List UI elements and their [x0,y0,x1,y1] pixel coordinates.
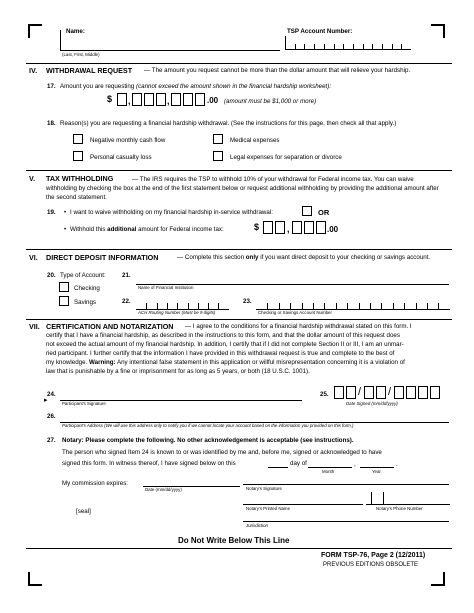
section-desc: — The IRS requires the TSP to withhold 10% of your withdrawal for Federal income tax. You can waive withholding by checking the box at the end of the first statement below or request additional withholding by providing the additional amount after the second statement. [46,176,439,201]
name-field[interactable] [60,50,280,51]
cert-line: — I agree to the conditions for a financial hardship withdrawal stated on this form. I [185,323,412,330]
checking-checkbox[interactable] [59,282,69,292]
do-not-write-heading: Do Not Write Below This Line [178,536,290,545]
digit-divider [313,303,314,309]
digit-divider [372,44,373,50]
section-title: CERTIFICATION AND NOTARIZATION [46,322,174,331]
field-sub: Notary's Phone Number [376,506,423,511]
item-number: 22. [122,298,131,305]
dollar-sign: $ [254,222,260,232]
digit-divider [324,303,325,309]
date-box-7[interactable] [418,386,428,399]
field-sub: Notary's Printed Name [246,506,291,511]
comma: , [167,96,170,106]
dollar-sign: $ [107,94,113,104]
withhold-box-1[interactable] [263,221,273,234]
amount-note: (amount must be $1,000 or more) [224,98,317,105]
notary-line: The person who signed Item 24 is known to or was identified by me and, before me, signed or acknowledged to have [62,449,382,456]
item-number: 24. [47,391,56,398]
field-sub: ACH Routing Number (Must be 9 digits) [138,310,216,315]
type-label: Type of Account: [60,272,106,279]
digit-divider [314,44,315,50]
digit-divider [404,303,405,309]
corner-mark-top-left [28,24,42,38]
date-box-8[interactable] [430,386,440,399]
item-number: 18. [47,120,56,127]
amount-box-7[interactable] [195,93,205,106]
digit-divider [267,303,268,309]
digit-divider [343,44,344,50]
waive-text: I want to waive withholding on my financial hardship in-service withdrawal: [70,209,273,216]
field-sub: Jurisdiction [246,523,268,528]
item-number: 27. [47,437,56,444]
year-label: Year [372,469,381,474]
withhold-box-2[interactable] [275,221,285,234]
withhold-box-3[interactable] [292,221,302,234]
digit-divider [393,303,394,309]
or-label: OR [318,208,330,217]
digit-divider [302,303,303,309]
amount-box-3[interactable] [144,93,154,106]
digit-divider [427,303,428,309]
name-label: Name: [66,28,85,35]
cert-line: not exceed the actual amount of my financial hardship. In addition, I certify that if I did not complete Section II or III, I am an unmar- [46,341,404,348]
field-sub: Notary's Signature [246,486,282,491]
digit-divider [198,303,199,309]
amount-box-4[interactable] [156,93,166,106]
date-slash: / [388,386,392,398]
bullet: • [64,226,67,233]
corner-mark-bottom-right [431,572,445,586]
cents: .00 [207,96,219,105]
field-sub: Participant's Address (We will use this address only to notify you if we cannot locate your account based on the information you provided on this form.) [62,423,354,428]
field-sub: Date Signed (mm/dd/yyyy) [346,401,398,406]
savings-checkbox[interactable] [59,296,69,306]
commission-label: My commission expires: [62,480,129,487]
reason-checkbox-legal[interactable] [213,151,223,161]
digit-divider [363,44,364,50]
field-sub: Name of Financial Institution [138,285,194,290]
notary-comma: , [354,461,356,468]
item-number: 21. [122,272,131,279]
digit-divider [336,303,337,309]
item-number: 26. [47,413,56,420]
digit-divider [146,303,147,309]
item-number: 23. [243,298,252,305]
date-box-4[interactable] [376,386,386,399]
digit-divider [290,303,291,309]
date-slash: / [358,386,362,398]
notary-signature-field[interactable] [243,484,449,485]
withhold-text: Withhold this additional amount for Federal income tax: [70,226,224,233]
digit-divider [279,303,280,309]
name-sub: (Last, First, Middle) [62,52,100,57]
digit-divider [416,303,417,309]
notary-printed-name-field[interactable] [243,504,363,505]
section-title: TAX WITHHOLDING [46,174,114,183]
reason-label: Personal casualty loss [90,154,152,161]
section-number: V. [29,174,36,183]
sign-arrow: ▸ [44,397,48,404]
digit-divider [188,303,189,309]
field-sub: Date (mm/dd/yyyy) [145,487,182,492]
item-number: 19. [47,209,56,216]
section-title: DIRECT DEPOSIT INFORMATION [46,253,159,262]
digit-divider [295,44,296,50]
notary-day-field[interactable] [268,467,288,468]
cert-line: law that is punishable by a fine or imprisonment for as long as 5 years, or both (18 U.S.C. 1001). [46,368,310,375]
corner-mark-bottom-left [28,572,42,586]
digit-divider [401,44,402,50]
seal-label: [seal] [76,508,91,515]
notary-year-field[interactable] [360,467,394,468]
digit-divider [370,303,371,309]
reason-label: Legal expenses for separation or divorce [230,154,342,161]
date-box-5[interactable] [394,386,404,399]
digit-divider [157,303,158,309]
q18-text: Reason(s) you are requesting a financial hardship withdrawal. (See the instructions for this page, then check all that apply.) [60,120,397,127]
withhold-box-4[interactable] [304,221,314,234]
field-sub: Participant's Signature [62,401,106,406]
month-label: Month [322,469,335,474]
comma: , [287,224,290,234]
digit-divider [218,303,219,309]
tsp-account-label: TSP Account Number: [287,28,353,35]
item-number: 17. [47,83,56,90]
digit-divider [353,44,354,50]
notary-phone-field[interactable] [366,504,450,505]
cert-line-warning: my knowledge. Warning: Any intentional false statement in this application or willful misrepresentation concerning it is a violation of [46,359,405,366]
section-number: IV. [29,66,38,75]
date-box-6[interactable] [406,386,416,399]
comma: , [128,96,131,106]
section-number: VII. [29,322,40,331]
date-box-3[interactable] [364,386,374,399]
digit-divider [347,303,348,309]
section-desc: — Complete this section only if you want direct deposit to your checking or savings account. [177,254,431,261]
cert-line: ried participant. I further certify that the information I have provided in this withdrawal request is true and complete to the best of [46,350,395,357]
digit-divider [167,303,168,309]
notary-month-field[interactable] [308,467,352,468]
amount-box-5[interactable] [171,93,181,106]
reason-checkbox-casualty[interactable] [73,151,83,161]
digit-divider [381,303,382,309]
section-title: WITHDRAWAL REQUEST [46,66,133,75]
q17-text: Amount you are requesting (cannot exceed the amount shown in the financial hardship worksheet): [60,83,332,90]
digit-divider [334,44,335,50]
item-number: 25. [320,391,329,398]
digit-divider [177,303,178,309]
reason-checkbox-medical[interactable] [213,134,223,144]
cents: .00 [327,225,339,234]
notary-line: signed this form. In witness thereof, I have signed below on this [62,460,236,467]
digit-divider [438,303,439,309]
cert-line: certify that I have a financial hardship, as described in the instructions to this form, and that the dollar amount of this request does [46,332,400,339]
phone-area-box[interactable] [371,492,384,504]
section-desc: — The amount you request cannot be more than the dollar amount that will relieve your hardship. [144,67,411,74]
digit-divider [324,44,325,50]
amount-box-2[interactable] [132,93,142,106]
field-sub: Checking or Savings Account Number [258,310,332,315]
notary-day-of: day of [290,460,307,467]
period: . [396,461,398,468]
amount-box-6[interactable] [183,93,193,106]
item-number: 20. [47,272,56,279]
corner-mark-top-right [431,24,445,38]
section-number: VI. [29,253,38,262]
reason-label: Negative monthly cash flow [90,137,166,144]
notary-title: Notary: Please complete the following. No other acknowledgement is acceptable (see instructions). [62,437,354,444]
digit-divider [392,44,393,50]
digit-divider [208,303,209,309]
digit-divider [382,44,383,50]
withhold-box-5[interactable] [316,221,326,234]
date-box-2[interactable] [346,386,356,399]
reason-label: Medical expenses [230,137,280,144]
jurisdiction-field[interactable] [243,521,449,522]
waive-checkbox[interactable] [302,206,312,216]
form-id: FORM TSP-76, Page 2 (12/2011) [321,552,426,559]
digit-divider [304,44,305,50]
bullet: • [64,209,67,216]
editions-obsolete: PREVIOUS EDITIONS OBSOLETE [323,562,419,568]
checking-label: Checking [74,285,100,292]
reason-checkbox-cash-flow[interactable] [73,134,83,144]
savings-label: Savings [74,299,97,306]
digit-divider [359,303,360,309]
amount-box-1[interactable] [117,93,127,106]
date-box-1[interactable] [334,386,344,399]
